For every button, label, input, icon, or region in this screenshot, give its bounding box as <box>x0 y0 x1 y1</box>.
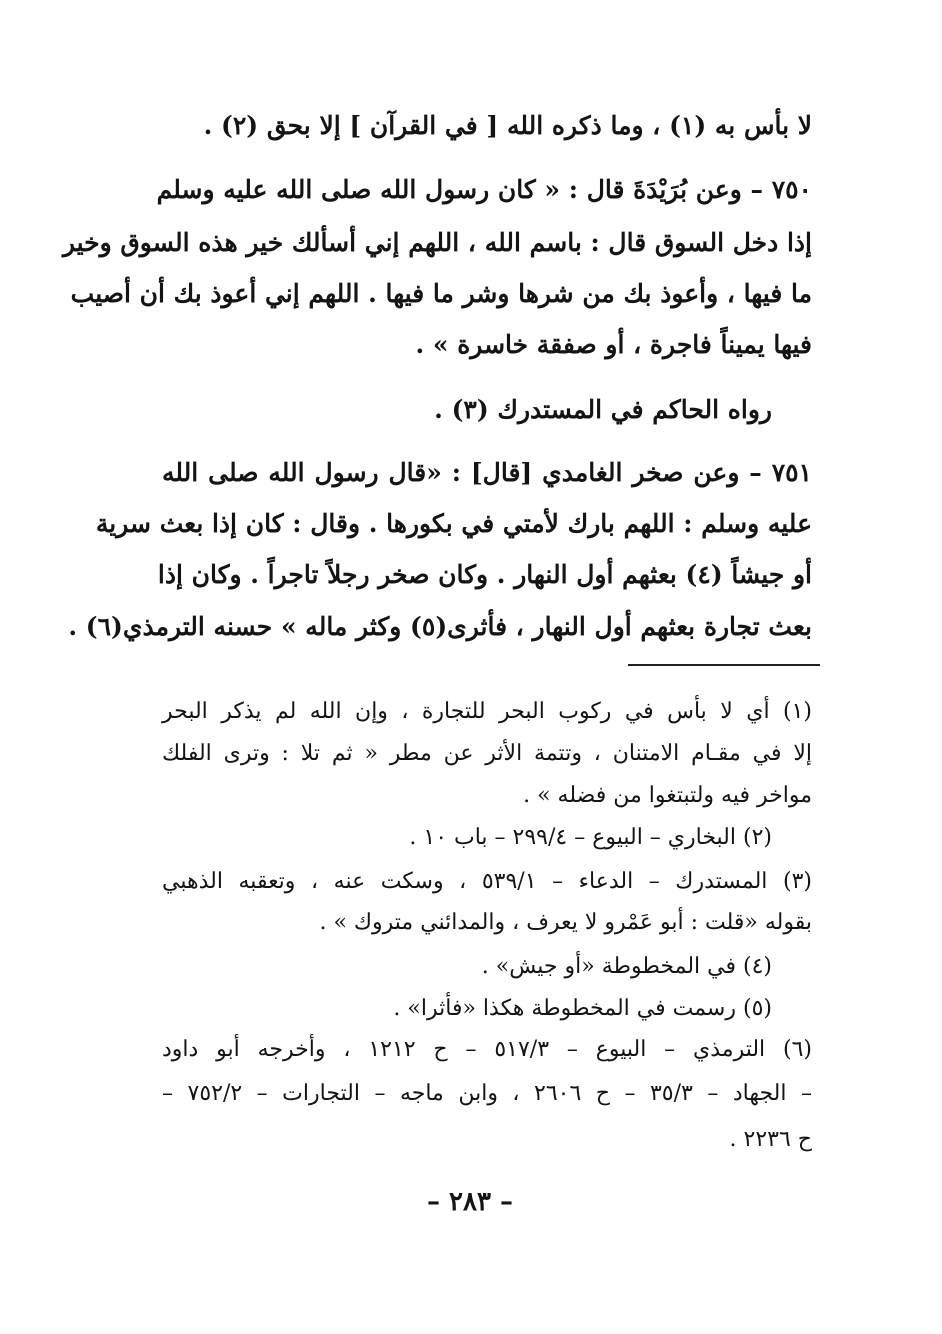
main-text-line: رواه الحاكم في المستدرك (٣) . <box>434 395 772 424</box>
footnote-line: (٥) رسمت في المخطوطة هكذا «فأثرا» . <box>393 996 772 1021</box>
main-text-line: بعث تجارة بعثهم أول النهار ، فأثرى(٥) وكثر ماله » حسنه الترمذي(٦) . <box>68 612 812 641</box>
footnote-line: مواخر فيه ولتبتغوا من فضله » . <box>523 783 812 808</box>
footnote-line: إلا في مقـام الامتنان ، وتتمة الأثر عن مطر « ثم تلا : وترى الفلك <box>162 741 812 766</box>
page-number: – ٢٨٣ – <box>426 1187 514 1217</box>
footnote-line: (٢) البخاري – البيوع – ٢٩٩/٤ – باب ١٠ . <box>409 825 772 850</box>
footnote-line: (٦) الترمذي – البيوع – ٥١٧/٣ – ح ١٢١٢ ، وأخرجه أبو داود <box>162 1037 813 1062</box>
footnote-line: بقوله «قلت : أبو عَمْرو لا يعرف ، والمدائني متروك » . <box>319 910 812 935</box>
footnote-line: (١) أي لا بأس في ركوب البحر للتجارة ، وإن الله لم يذكر البحر <box>162 699 812 724</box>
main-text-line: ما فيها ، وأعوذ بك من شرها وشر ما فيها . اللهم إني أعوذ بك أن أصيب <box>70 279 812 308</box>
main-text-line: ٧٥١ – وعن صخر الغامدي [قال] : «قال رسول الله صلى الله <box>162 458 812 487</box>
main-text-line: فيها يميناً فاجرة ، أو صفقة خاسرة » . <box>415 330 812 359</box>
main-text-line: عليه وسلم : اللهم بارك لأمتي في بكورها . وقال : كان إذا بعث سرية <box>95 509 812 538</box>
footnote-line: (٤) في المخطوطة «أو جيش» . <box>481 954 772 979</box>
footnote-line: ح ٢٢٣٦ . <box>729 1127 812 1152</box>
main-text-line: إذا دخل السوق قال : باسم الله ، اللهم إني أسألك خير هذه السوق وخير <box>62 228 812 257</box>
main-text-line: لا بأس به (١) ، وما ذكره الله [ في القرآن ] إلا بحق (٢) . <box>203 111 812 140</box>
footnote-separator <box>628 664 820 666</box>
footnote-line: (٣) المستدرك – الدعاء – ٥٣٩/١ ، وسكت عنه ، وتعقبه الذهبي <box>162 869 812 894</box>
main-text-line: أو جيشاً (٤) بعثهم أول النهار . وكان صخر رجلاً تاجراً . وكان إذا <box>157 560 812 589</box>
main-text-line: ٧٥٠ – وعن بُرَيْدَةَ قال : « كان رسول الله صلى الله عليه وسلم <box>156 175 812 204</box>
footnote-line: – الجهاد – ٣٥/٣ – ح ٢٦٠٦ ، وابن ماجه – التجارات – ٧٥٢/٢ – <box>162 1081 812 1106</box>
